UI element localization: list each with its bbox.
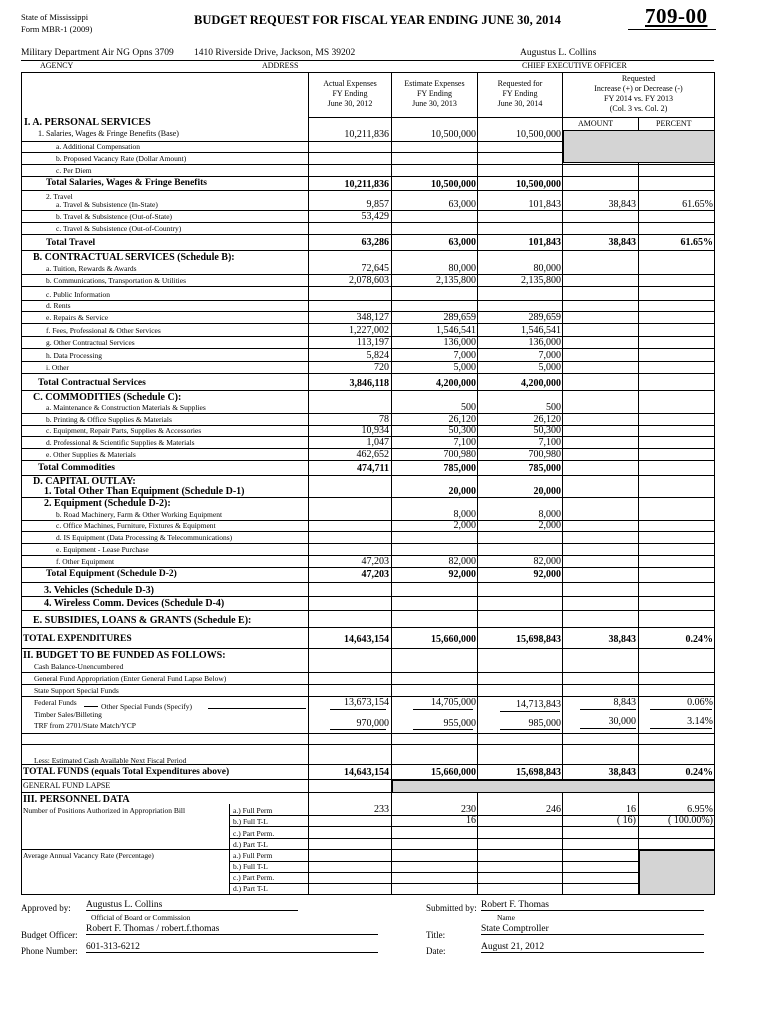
vacancy-part-tl: d.) Part T-L (233, 884, 268, 893)
total-exp-percent: 0.24% (685, 634, 713, 645)
line-item-value: 5,000 (538, 362, 561, 373)
submitted-by-field[interactable]: Robert F. Thomas (481, 900, 704, 911)
total-commodities-actual: 474,711 (357, 463, 389, 474)
federal-amount: 8,843 (613, 697, 636, 708)
travel-country-label: c. Travel & Subsistence (Out-of-Country) (56, 224, 182, 233)
line-item-value: 500 (461, 402, 476, 413)
federal-estimate: 14,705,000 (431, 697, 476, 708)
date-field[interactable]: August 21, 2012 (481, 942, 704, 953)
total-equipment-requested: 92,000 (533, 569, 561, 580)
line-item-value: 2,135,800 (436, 275, 476, 286)
line-item-value: 7,100 (538, 437, 561, 448)
line-item-value: 26,120 (448, 414, 476, 425)
title-field[interactable]: State Comptroller (481, 924, 704, 935)
per-diem-label: c. Per Diem (56, 166, 92, 175)
other-than-equipment-label: 1. Total Other Than Equipment (Schedule D-1) (44, 486, 245, 497)
perm-requested: 246 (546, 804, 561, 815)
form-number: Form MBR-1 (2009) (21, 24, 93, 34)
travel-in-estimate: 63,000 (448, 199, 476, 210)
budget-officer-field[interactable]: Robert F. Thomas / robert.f.thomas (86, 924, 378, 935)
line-item-value: 136,000 (443, 337, 476, 348)
tl-percent: ( 100.00%) (668, 815, 713, 826)
line-item-label: e. Repairs & Service (46, 313, 109, 322)
cash-balance-label: Cash Balance-Unencumbered (34, 662, 124, 671)
total-salaries-estimate: 10,500,000 (431, 179, 476, 190)
total-equipment-actual: 47,203 (361, 569, 389, 580)
travel-in-label: a. Travel & Subsistence (In-State) (56, 200, 158, 209)
travel-in-requested: 101,843 (528, 199, 561, 210)
federal-requested: 14,713,843 (516, 699, 561, 710)
total-salaries-actual: 10,211,836 (344, 179, 389, 190)
total-contractual-requested: 4,200,000 (521, 378, 561, 389)
line-item-value: 500 (546, 402, 561, 413)
perm-percent: 6.95% (687, 804, 713, 815)
travel-in-amount: 38,843 (608, 199, 636, 210)
ceo-label: CHIEF EXECUTIVE OFFICER (522, 61, 627, 70)
line-item-label: c. Public Information (46, 290, 110, 299)
vacancy-full-perm: a.) Full Perm (233, 851, 273, 860)
total-travel-requested: 101,843 (528, 237, 561, 248)
less-cash-label: Less: Estimated Cash Available Next Fiscal Period (34, 756, 187, 765)
line-item-value: 2,078,603 (349, 275, 389, 286)
vacancy-full-tl: b.) Full T-L (233, 862, 268, 871)
vacancy-part-perm: c.) Part Perm. (233, 873, 275, 882)
perm-amount: 16 (626, 804, 636, 815)
total-contractual-actual: 3,846,118 (349, 378, 389, 389)
agency-address: 1410 Riverside Drive, Jackson, MS 39202 (194, 48, 356, 58)
line-item-label: d. Professional & Scientific Supplies & Materials (46, 438, 195, 447)
amount-header: AMOUNT (578, 119, 614, 128)
line-item-value: 348,127 (356, 312, 389, 323)
line-item-label: f. Fees, Professional & Other Services (46, 326, 161, 335)
percent-header: PERCENT (656, 119, 692, 128)
total-funds-actual: 14,643,154 (344, 767, 389, 778)
line-item-label: c. Equipment, Repair Parts, Supplies & Accessories (46, 426, 202, 435)
line-item-value: 8,000 (538, 509, 561, 520)
line-item-value: 1,546,541 (436, 325, 476, 336)
general-fund-lapse-label: GENERAL FUND LAPSE (23, 781, 111, 790)
shaded-cell (639, 850, 715, 895)
phone-field[interactable]: 601-313-6212 (86, 942, 378, 953)
line-item-value: 2,000 (538, 520, 561, 531)
travel-out-actual: 53,429 (361, 211, 389, 222)
trf-percent: 3.14% (687, 716, 713, 727)
col-actual-header: Actual Expenses FY Ending June 30, 2012 (323, 79, 377, 108)
trf-requested: 985,000 (528, 718, 561, 729)
total-exp-actual: 14,643,154 (344, 634, 389, 645)
state-support-label: State Support Special Funds (34, 686, 119, 695)
line-item-label: d. Rents (46, 301, 71, 310)
vehicles-label: 3. Vehicles (Schedule D-3) (44, 585, 154, 596)
total-funds-estimate: 15,660,000 (431, 767, 476, 778)
agency-label: AGENCY (40, 61, 74, 70)
total-commodities-requested: 785,000 (528, 463, 561, 474)
total-travel-percent: 61.65% (680, 237, 713, 248)
agency-code: 709-00 (645, 4, 708, 28)
general-fund-label: General Fund Appropriation (Enter General Fund Lapse Below) (34, 674, 227, 683)
total-equipment-estimate: 92,000 (448, 569, 476, 580)
line-item-value: 700,980 (528, 449, 561, 460)
total-travel-label: Total Travel (46, 238, 96, 248)
total-contractual-estimate: 4,200,000 (436, 378, 476, 389)
line-item-value: 5,824 (366, 350, 389, 361)
salaries-label: 1. Salaries, Wages & Fringe Benefits (Base) (38, 129, 179, 138)
other-than-equipment-requested: 20,000 (533, 486, 561, 497)
ceo-name: Augustus L. Collins (520, 48, 597, 58)
equipment-heading: 2. Equipment (Schedule D-2): (44, 498, 171, 509)
line-item-label: e. Equipment - Lease Purchase (56, 545, 149, 554)
line-item-value: 136,000 (528, 337, 561, 348)
positions-label: Number of Positions Authorized in Appropriation Bill (23, 806, 186, 815)
line-item-value: 82,000 (533, 556, 561, 567)
line-item-label: b. Printing & Office Supplies & Materials (46, 415, 172, 424)
total-travel-estimate: 63,000 (448, 237, 476, 248)
line-item-value: 7,000 (453, 350, 476, 361)
line-item-label: e. Other Supplies & Materials (46, 450, 136, 459)
additional-comp-label: a. Additional Compensation (56, 142, 140, 151)
line-item-value: 289,659 (443, 312, 476, 323)
timber-label: Timber Sales/Billeting (34, 710, 102, 719)
line-item-value: 80,000 (448, 263, 476, 274)
total-contractual-label: Total Contractual Services (38, 378, 146, 388)
federal-percent: 0.06% (687, 697, 713, 708)
total-funds-percent: 0.24% (685, 767, 713, 778)
line-item-value: 50,300 (533, 425, 561, 436)
tl-estimate: 16 (466, 815, 476, 826)
budget-officer-label: Budget Officer: (21, 930, 78, 940)
total-commodities-label: Total Commodities (38, 463, 115, 473)
line-item-label: b. Road Machinery, Farm & Other Working Equipment (56, 510, 223, 519)
vacancy-label: b. Proposed Vacancy Rate (Dollar Amount) (56, 154, 187, 163)
col-change-header: Requested Increase (+) or Decrease (-) FY 2014 vs. FY 2013 (Col. 3 vs. Col. 2) (594, 74, 683, 113)
total-salaries-requested: 10,500,000 (516, 179, 561, 190)
commodities-heading: C. COMMODITIES (Schedule C): (33, 392, 182, 403)
line-item-value: 700,980 (443, 449, 476, 460)
line-item-label: a. Tuition, Rewards & Awards (46, 264, 137, 273)
salaries-estimate: 10,500,000 (431, 129, 476, 140)
positions-full-tl: b.) Full T-L (233, 817, 268, 826)
perm-actual: 233 (374, 804, 389, 815)
salaries-actual: 10,211,836 (344, 129, 389, 140)
positions-full-perm: a.) Full Perm (233, 806, 273, 815)
line-item-label: d. IS Equipment (Data Processing & Telecommunications) (56, 533, 233, 542)
line-item-value: 7,100 (453, 437, 476, 448)
funding-heading: II. BUDGET TO BE FUNDED AS FOLLOWS: (23, 650, 226, 661)
contractual-heading: B. CONTRACTUAL SERVICES (Schedule B): (33, 252, 235, 263)
trf-estimate: 955,000 (443, 718, 476, 729)
line-item-value: 462,652 (356, 449, 389, 460)
personnel-heading: III. PERSONNEL DATA (23, 794, 130, 805)
line-item-value: 26,120 (533, 414, 561, 425)
line-item-value: 720 (374, 362, 389, 373)
positions-part-perm: c.) Part Perm. (233, 829, 275, 838)
total-travel-amount: 38,843 (608, 237, 636, 248)
total-commodities-estimate: 785,000 (443, 463, 476, 474)
total-funds-label: TOTAL FUNDS (equals Total Expenditures above) (23, 767, 230, 777)
line-item-value: 10,934 (361, 425, 389, 436)
line-item-value: 7,000 (538, 350, 561, 361)
line-item-label: i. Other (46, 363, 69, 372)
line-item-label: b. Communications, Transportation & Utilities (46, 276, 187, 285)
travel-out-label: b. Travel & Subsistence (Out-of-State) (56, 212, 173, 221)
subsidies-label: E. SUBSIDIES, LOANS & GRANTS (Schedule E): (33, 615, 252, 626)
total-expenditures-label: TOTAL EXPENDITURES (23, 634, 132, 644)
date-label: Date: (426, 946, 446, 956)
vacancy-rate-label: Average Annual Vacancy Rate (Percentage) (23, 851, 154, 860)
phone-label: Phone Number: (21, 946, 78, 956)
other-special-funds-label: Other Special Funds (Specify) (101, 702, 193, 711)
agency-name: Military Department Air NG Opns 3709 (21, 48, 174, 58)
line-item-value: 2,135,800 (521, 275, 561, 286)
total-salaries-label: Total Salaries, Wages & Fringe Benefits (46, 178, 207, 188)
travel-label: 2. Travel (46, 192, 73, 201)
line-item-value: 1,227,002 (349, 325, 389, 336)
trf-amount: 30,000 (608, 716, 636, 727)
name-caption: Name (497, 913, 515, 922)
line-item-value: 72,645 (361, 263, 389, 274)
personal-services-heading: I. A. PERSONAL SERVICES (24, 117, 151, 128)
total-funds-amount: 38,843 (608, 767, 636, 778)
line-item-value: 289,659 (528, 312, 561, 323)
line-item-label: a. Maintenance & Construction Materials & Supplies (46, 403, 206, 412)
submitted-by-label: Submitted by: (426, 903, 477, 913)
page-title: BUDGET REQUEST FOR FISCAL YEAR ENDING JUNE 30, 2014 (194, 13, 561, 27)
trf-label: TRF from 2701/State Match/YCP (34, 721, 136, 730)
federal-actual: 13,673,154 (344, 697, 389, 708)
line-item-value: 5,000 (453, 362, 476, 373)
line-item-value: 1,546,541 (521, 325, 561, 336)
col-requested-header: Requested for FY Ending June 30, 2014 (497, 79, 543, 108)
line-item-label: g. Other Contractual Services (46, 338, 135, 347)
line-item-value: 113,197 (356, 337, 389, 348)
line-item-value: 47,203 (361, 556, 389, 567)
approved-by-field[interactable]: Augustus L. Collins (86, 900, 298, 911)
line-item-value: 82,000 (448, 556, 476, 567)
federal-funds-label: Federal Funds (34, 698, 77, 707)
total-travel-actual: 63,286 (361, 237, 389, 248)
line-item-value: 78 (379, 414, 389, 425)
wireless-label: 4. Wireless Comm. Devices (Schedule D-4) (44, 598, 225, 609)
address-label: ADDRESS (262, 61, 299, 70)
trf-actual: 970,000 (356, 718, 389, 729)
salaries-requested: 10,500,000 (516, 129, 561, 140)
title-label: Title: (426, 930, 446, 940)
shaded-cell (563, 130, 715, 163)
line-item-value: 1,047 (366, 437, 389, 448)
state-name: State of Mississippi (21, 12, 89, 22)
line-item-value: 2,000 (453, 520, 476, 531)
travel-in-percent: 61.65% (682, 199, 713, 210)
other-than-equipment-estimate: 20,000 (448, 486, 476, 497)
total-exp-estimate: 15,660,000 (431, 634, 476, 645)
positions-part-tl: d.) Part T-L (233, 840, 268, 849)
line-item-value: 8,000 (453, 509, 476, 520)
line-item-label: c. Office Machines, Furniture, Fixtures & Equipment (56, 521, 216, 530)
capital-heading: D. CAPITAL OUTLAY: (33, 476, 136, 487)
perm-estimate: 230 (461, 804, 476, 815)
approved-by-caption: Official of Board or Commission (91, 913, 191, 922)
total-equipment-label: Total Equipment (Schedule D-2) (46, 569, 177, 579)
tl-amount: ( 16) (616, 815, 636, 826)
total-exp-amount: 38,843 (608, 634, 636, 645)
total-funds-requested: 15,698,843 (516, 767, 561, 778)
line-item-value: 80,000 (533, 263, 561, 274)
line-item-label: f. Other Equipment (56, 557, 115, 566)
line-item-value: 50,300 (448, 425, 476, 436)
line-item-label: h. Data Processing (46, 351, 103, 360)
total-exp-requested: 15,698,843 (516, 634, 561, 645)
col-estimate-header: Estimate Expenses FY Ending June 30, 2013 (404, 79, 465, 108)
travel-in-actual: 9,857 (366, 199, 389, 210)
approved-by-label: Approved by: (21, 903, 71, 913)
